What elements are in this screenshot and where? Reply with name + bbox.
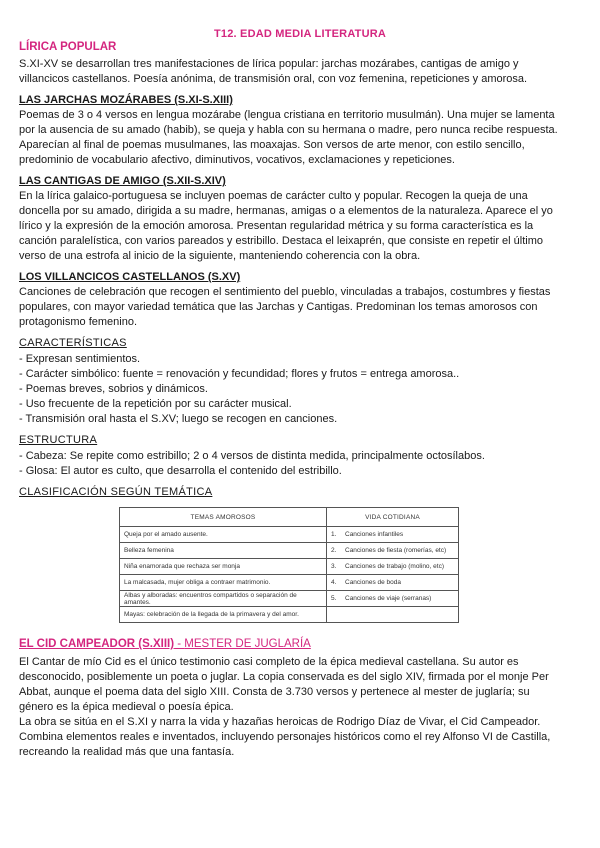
list-item: - Uso frecuente de la repetición por su carácter musical.	[19, 398, 292, 410]
jarchas-text: Poemas de 3 o 4 versos en lengua mozárabe (lengua cristiana en territorio musulmán). Una mujer se lamenta por la ausencia de su amado (habib), se queja y habla con su hermana o madre, pero nunca recibe respuesta. Aparecían al final de poemas musulmanes, las moaxajas. Son versos de arte menor, con estilo sencillo, predominio de vocabulario afectivo, diminutivos, vocativos, exclamaciones y repeticiones.	[19, 109, 558, 166]
clasificacion-heading: CLASIFICACIÓN SEGÚN TEMÁTICA	[19, 486, 213, 498]
cell-number: 2.	[331, 547, 337, 554]
list-item: - Cabeza: Se repite como estribillo; 2 o 4 versos de distinta medida, principalmente octosílabos.	[19, 450, 485, 462]
table-header-row	[120, 508, 459, 527]
cid-heading-main: EL CID CAMPEADOR (S.XIII)	[19, 638, 175, 650]
cell-cotidiana	[327, 559, 459, 575]
cell-cotidiana-text: Canciones de fiesta (romerías, etc)	[345, 547, 447, 554]
document-body	[19, 41, 559, 760]
cell-amorosos: Belleza femenina	[120, 543, 327, 559]
estructura-list	[19, 449, 559, 479]
cell-amorosos: La malcasada, mujer obliga a contraer matrimonio.	[120, 575, 327, 591]
lirica-popular-heading: LÍRICA POPULAR	[19, 41, 117, 53]
jarchas-heading: LAS JARCHAS MOZÁRABES (S.XI-S.XIII)	[19, 94, 233, 106]
list-item: - Carácter simbólico: fuente = renovación y fecundidad; flores y frutos = entrega amorosa..	[19, 368, 460, 380]
villancicos-heading: LOS VILLANCICOS CASTELLANOS (S.XV)	[19, 271, 241, 283]
cell-number: 1.	[331, 531, 337, 538]
table-row	[120, 543, 459, 559]
cell-amorosos: Queja por el amado ausente.	[120, 527, 327, 543]
list-item: - Expresan sentimientos.	[19, 353, 141, 365]
cell-cotidiana-text: Canciones de viaje (serranas)	[345, 595, 432, 602]
list-item: - Transmisión oral hasta el S.XV; luego se recogen en canciones.	[19, 413, 338, 425]
cell-cotidiana	[327, 575, 459, 591]
cantigas-text: En la lírica galaico-portuguesa se incluyen poemas de carácter culto y popular. Recogen la queja de una doncella por su amado, dirigida a su madre, hermanas, amigas o a elementos de la naturaleza. Aparece el yo lírico y la expresión de la emoción amorosa. Presentan regularidad métrica y su forma característica es la canción paralelística, con varios pareados y estribillo. Destaca el leixaprén, que consiste en repetir el último verso de una estrofa al inicio de la siguiente, manteniendo coherencia con la obra.	[19, 190, 553, 262]
caracteristicas-heading: CARACTERÍSTICAS	[19, 337, 127, 349]
cid-heading-separator: -	[174, 638, 185, 650]
cid-paragraph-1: El Cantar de mío Cid es el único testimonio casi completo de la épica medieval castellana. Su autor es desconocido, posiblemente un poeta o juglar. La copia conservada es del siglo XIV, firmada por el monje Per Abbat, aunque el poema data del siglo XIII. Consta de 3.730 versos y pertenece al mester de juglaría; su género es la épica medieval o poesía épica.	[19, 656, 549, 713]
cell-number: 5.	[331, 595, 337, 602]
list-item: - Glosa: El autor es culto, que desarrolla el contenido del estribillo.	[19, 465, 342, 477]
table-row	[120, 607, 459, 623]
cid-heading	[19, 637, 559, 652]
cell-amorosos: Mayas: celebración de la llegada de la primavera y del amor.	[120, 607, 327, 623]
table-row	[120, 575, 459, 591]
table-row	[120, 527, 459, 543]
cid-heading-sub: MESTER DE JUGLARÍA	[184, 638, 311, 650]
cell-cotidiana-text: Canciones de trabajo (molino, etc)	[345, 563, 444, 570]
cell-cotidiana-text: Canciones de boda	[345, 579, 402, 586]
villancicos-text: Canciones de celebración que recogen el sentimiento del pueblo, vinculadas a trabajos, costumbres y fiestas populares, con mayor variedad temática que las Jarchas y Cantigas. Predominan los temas amorosos con protagonismo femenino.	[19, 286, 551, 328]
cid-paragraph-2: La obra se sitúa en el S.XI y narra la vida y hazañas heroicas de Rodrigo Díaz de Vivar, el Cid Campeador. Combina elementos reales e inventados, incluyendo personajes históricos como el rey Alfonso VI de Castilla, recreando la realidad más que una fantasía.	[19, 716, 551, 758]
cell-cotidiana	[327, 543, 459, 559]
cell-cotidiana	[327, 607, 459, 623]
cantigas-heading: LAS CANTIGAS DE AMIGO (S.XII-S.XIV)	[19, 175, 226, 187]
list-item: - Poemas breves, sobrios y dinámicos.	[19, 383, 208, 395]
cell-cotidiana-text: Canciones infantiles	[345, 531, 404, 538]
cell-cotidiana	[327, 527, 459, 543]
lirica-popular-intro: S.XI-XV se desarrollan tres manifestaciones de lírica popular: jarchas mozárabes, cantigas de amigo y villancicos castellanos. Poesía anónima, de transmisión oral, con voz femenina, repeticiones y amorosa.	[19, 58, 528, 85]
caracteristicas-list	[19, 352, 559, 427]
clasificacion-table	[119, 507, 459, 623]
table-row	[120, 559, 459, 575]
cell-cotidiana	[327, 591, 459, 607]
document-title: T12. EDAD MEDIA LITERATURA	[213, 28, 387, 40]
cell-amorosos: Niña enamorada que rechaza ser monja	[120, 559, 327, 575]
estructura-heading: ESTRUCTURA	[19, 434, 98, 446]
cell-number: 3.	[331, 563, 337, 570]
cell-number: 4.	[331, 579, 337, 586]
col-header-amorosos: TEMAS AMOROSOS	[120, 508, 327, 527]
col-header-cotidiana: VIDA COTIDIANA	[327, 508, 459, 527]
table-row	[120, 591, 459, 607]
cell-amorosos: Albas y alboradas: encuentros compartidos o separación de amantes.	[120, 591, 327, 607]
